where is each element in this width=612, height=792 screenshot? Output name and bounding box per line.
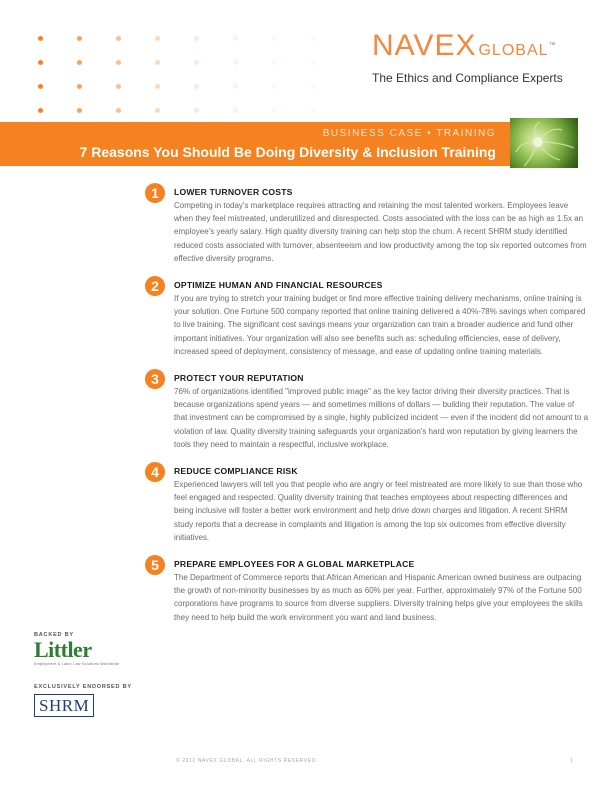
decorative-dot-grid xyxy=(30,28,330,118)
reason-number-badge: 5 xyxy=(145,555,165,575)
reason-title: OPTIMIZE HUMAN AND FINANCIAL RESOURCES xyxy=(174,280,383,291)
succulent-plant-photo xyxy=(510,118,578,168)
littler-tagline: Employment & Labor Law Solutions Worldwide xyxy=(34,662,120,666)
reason-body: The Department of Commerce reports that African American and Hispanic American owned business are outpacing the growth of non-minority businesses by as much as 60% per year. Further, approximately 97% of the Fortune 500 corporations have programs to source from diverse suppliers. Diversity training helps give your employees the skills they need to help build the work environment you want and land business. xyxy=(174,573,583,622)
reason-body: If you are trying to stretch your training budget or find more effective training delivery mechanisms, online training is your solution. One Fortune 500 company reported that online training delivered a 40%-78% savings when compared to live training. The significant cost savings means your organization can train a broader audience and fund other important initiatives. Your organization will also see benefits such as: scheduling efficiencies, ease of delivery, increased speed of deployment, consistency of message, and ease of updating online training materials. xyxy=(174,294,586,356)
shrm-logo: SHRM xyxy=(34,694,94,717)
decorative-dot xyxy=(155,84,160,89)
reason-1 xyxy=(148,184,588,265)
trademark-mark: ™ xyxy=(548,42,557,49)
reason-body: Competing in today's marketplace requires attracting and retaining the most talented workers. Employees leave when they feel mistreated, underutilized and disrespected. Costs associated with the loss can be as high as 1.5x an employee's yearly salary. High quality diversity training can help stop the churn. A recent SHRM study identified reduced costs associated with turnover, absenteeism and low productivity among the top six reported outcomes from effective diversity programs. xyxy=(174,201,587,263)
decorative-dot xyxy=(77,108,82,113)
decorative-dot xyxy=(311,84,316,89)
reason-2 xyxy=(148,277,588,358)
reason-body: Experienced lawyers will tell you that people who are angry or feel mistreated are more likely to sue than those who feel engaged and respected. Quality diversity training that teaches employees about respecting differences and being inclusive will foster a better work environment and help drive down charges and litigation. A recent SHRM study reports that a decrease in complaints and litigation is among the top six outcomes from effective diversity initiatives. xyxy=(174,480,583,542)
reason-5 xyxy=(148,556,588,624)
banner-kicker: BUSINESS CASE • TRAINING xyxy=(322,128,496,139)
title-banner xyxy=(0,122,510,166)
reason-3 xyxy=(148,370,588,451)
decorative-dot xyxy=(233,108,238,113)
document-title: 7 Reasons You Should Be Doing Diversity & Inclusion Training xyxy=(79,144,496,160)
decorative-dot xyxy=(38,84,43,89)
decorative-dot xyxy=(233,60,238,65)
logo-wordmark xyxy=(372,30,582,67)
reason-number-badge: 2 xyxy=(145,276,165,296)
reason-body: 76% of organizations identified "improved public image" as the key factor driving their diversity practices. That is because organizations spend years — and sometimes millions of dollars — building their reputation. The value of that investment can be compromised by a single, highly publicized incident — even if the incident did not amount to a violation of law. Quality diversity training safeguards your organization's hard won reputation by giving learners the tools they need to maintain a respectful, inclusive workplace. xyxy=(174,387,589,449)
decorative-dot xyxy=(38,60,43,65)
decorative-dot xyxy=(116,36,121,41)
reasons-list xyxy=(148,184,588,636)
littler-logo: Littler xyxy=(34,637,92,662)
decorative-dot xyxy=(233,36,238,41)
reason-4 xyxy=(148,463,588,544)
decorative-dot xyxy=(194,84,199,89)
decorative-dot xyxy=(38,108,43,113)
decorative-dot xyxy=(116,84,121,89)
logo-name: NAVEX xyxy=(372,29,477,62)
reason-title: PROTECT YOUR REPUTATION xyxy=(174,373,304,384)
reason-title: REDUCE COMPLIANCE RISK xyxy=(174,466,298,477)
decorative-dot xyxy=(77,36,82,41)
reason-title: PREPARE EMPLOYEES FOR A GLOBAL MARKETPLACE xyxy=(174,559,415,570)
backed-by-block xyxy=(34,632,119,666)
decorative-dot xyxy=(155,36,160,41)
endorsed-by-block xyxy=(34,684,132,717)
backed-by-label: BACKED BY xyxy=(34,632,74,638)
decorative-dot xyxy=(233,84,238,89)
decorative-dot xyxy=(77,60,82,65)
reason-title: LOWER TURNOVER COSTS xyxy=(174,187,293,197)
navex-global-logo xyxy=(372,30,582,85)
decorative-dot xyxy=(311,60,316,65)
decorative-dot xyxy=(155,108,160,113)
reason-number-badge: 1 xyxy=(145,183,165,203)
decorative-dot xyxy=(38,36,43,41)
decorative-dot xyxy=(116,60,121,65)
decorative-dot xyxy=(155,60,160,65)
logo-name-suffix: GLOBAL xyxy=(478,42,549,59)
decorative-dot xyxy=(194,36,199,41)
decorative-dot xyxy=(272,84,277,89)
decorative-dot xyxy=(77,84,82,89)
page-number: 1 xyxy=(570,758,574,764)
decorative-dot xyxy=(311,108,316,113)
footer-copyright: © 2012 NAVEX GLOBAL. ALL RIGHTS RESERVED. xyxy=(176,758,318,764)
succulent-illustration xyxy=(510,118,578,168)
decorative-dot xyxy=(272,60,277,65)
reason-number-badge: 4 xyxy=(145,462,165,482)
decorative-dot xyxy=(194,60,199,65)
decorative-dot xyxy=(272,108,277,113)
reason-number-badge: 3 xyxy=(145,369,165,389)
endorsed-by-label: EXCLUSIVELY ENDORSED BY xyxy=(34,684,132,690)
decorative-dot xyxy=(272,36,277,41)
decorative-dot xyxy=(194,108,199,113)
decorative-dot xyxy=(311,36,316,41)
decorative-dot xyxy=(116,108,121,113)
logo-tagline: The Ethics and Compliance Experts xyxy=(372,71,563,85)
